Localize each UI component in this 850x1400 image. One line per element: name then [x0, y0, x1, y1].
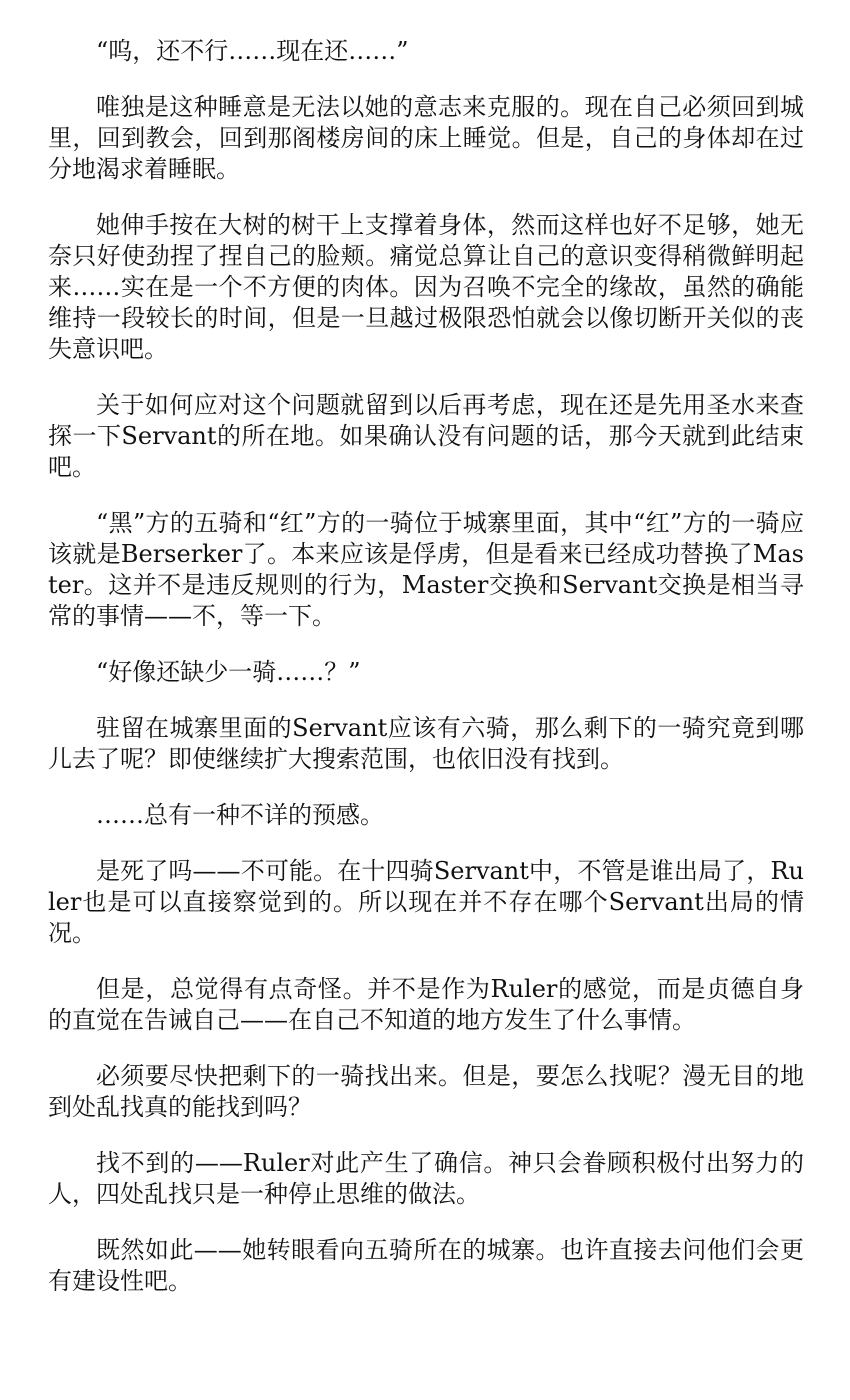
paragraph: 驻留在城寨里面的Servant应该有六骑，那么剩下的一骑究竟到哪儿去了呢？即使继续扩大搜索范围，也依旧没有找到。 [48, 714, 804, 773]
paragraph: 找不到的——Ruler对此产生了确信。神只会眷顾积极付出努力的人，四处乱找只是一种停止思维的做法。 [48, 1149, 804, 1208]
paragraph: 必须要尽快把剩下的一骑找出来。但是，要怎么找呢？漫无目的地到处乱找真的能找到吗？ [48, 1062, 804, 1121]
paragraph: ……总有一种不详的预感。 [96, 801, 384, 829]
paragraph: “好像还缺少一骑……？” [96, 658, 361, 686]
document-page [48, 36, 804, 1297]
paragraph: 她伸手按在大树的树干上支撑着身体，然而这样也好不足够，她无奈只好使劲捏了捏自己的脸颊。痛觉总算让自己的意识变得稍微鲜明起来……实在是一个不方便的肉体。因为召唤不完全的缘故，虽然的确能维持一段较长的时间，但是一旦越过极限恐怕就会以像切断开关似的丧失意识吧。 [48, 211, 804, 363]
paragraph: “呜，还不行……现在还……” [96, 37, 409, 65]
paragraph: 是死了吗——不可能。在十四骑Servant中，不管是谁出局了，Ruler也是可以直接察觉到的。所以现在并不存在哪个Servant出局的情况。 [48, 857, 804, 947]
paragraph: 唯独是这种睡意是无法以她的意志来克服的。现在自己必须回到城里，回到教会，回到那阁楼房间的床上睡觉。但是，自己的身体却在过分地渴求着睡眠。 [48, 93, 804, 183]
paragraph: 既然如此——她转眼看向五骑所在的城寨。也许直接去问他们会更有建设性吧。 [48, 1236, 804, 1295]
paragraph: 但是，总觉得有点奇怪。并不是作为Ruler的感觉，而是贞德自身的直觉在告诫自己——在自己不知道的地方发生了什么事情。 [48, 975, 804, 1034]
paragraph: “黑”方的五骑和“红”方的一骑位于城寨里面，其中“红”方的一骑应该就是Berserker了。本来应该是俘虏，但是看来已经成功替换了Master。这并不是违反规则的行为，Master交换和Servant交换是相当寻常的事情——不，等一下。 [48, 509, 804, 630]
paragraph: 关于如何应对这个问题就留到以后再考虑，现在还是先用圣水来查探一下Servant的所在地。如果确认没有问题的话，那今天就到此结束吧。 [48, 391, 804, 481]
